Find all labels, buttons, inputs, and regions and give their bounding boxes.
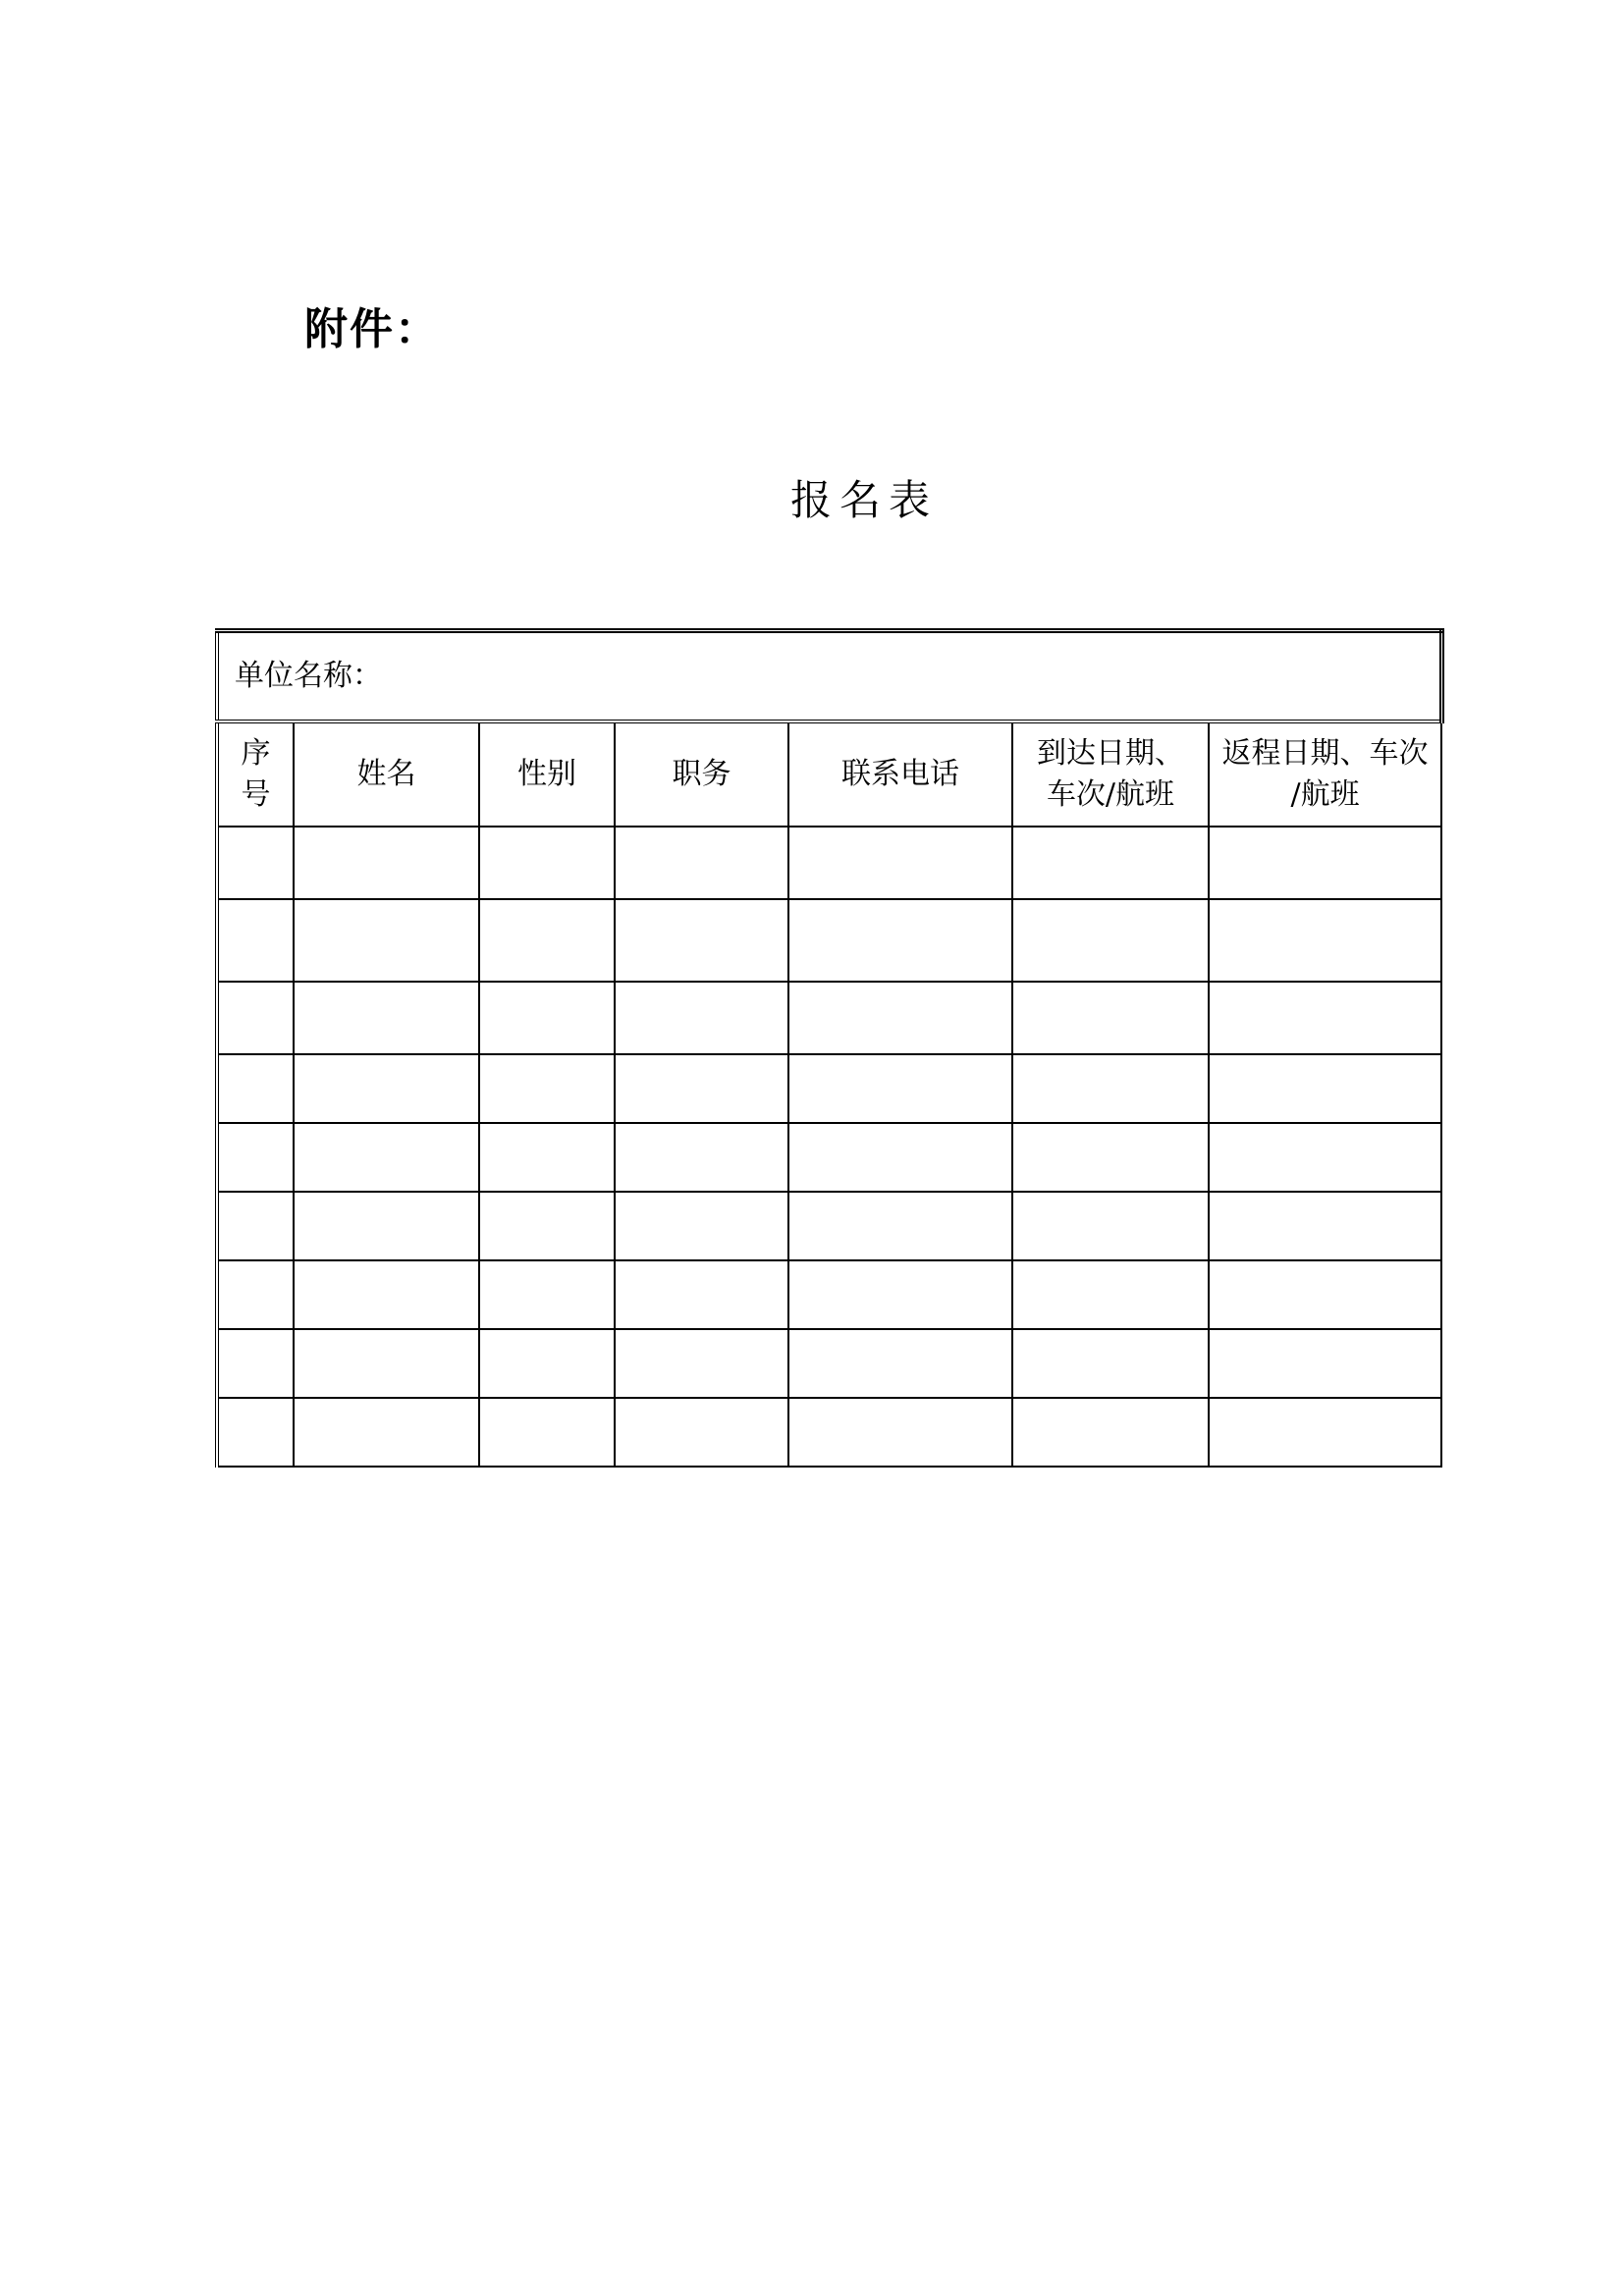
column-header-line: 号 [241, 777, 271, 812]
table-cell[interactable] [1012, 982, 1209, 1054]
table-header-row [217, 721, 1441, 827]
table-cell[interactable] [615, 1329, 788, 1398]
table-cell[interactable] [479, 1123, 615, 1192]
registration-table [215, 628, 1444, 1468]
table-cell[interactable] [479, 1192, 615, 1260]
table-cell[interactable] [479, 899, 615, 982]
table-cell[interactable] [1209, 1398, 1441, 1467]
table-cell[interactable] [294, 1329, 479, 1398]
table-row [217, 982, 1441, 1054]
table-cell[interactable] [294, 1192, 479, 1260]
table-row [217, 1054, 1441, 1123]
unit-name-label: 单位名称： [235, 659, 382, 693]
table-cell[interactable] [615, 1123, 788, 1192]
table-cell[interactable] [1209, 1192, 1441, 1260]
table-cell[interactable] [294, 1260, 479, 1329]
table-cell[interactable] [479, 1398, 615, 1467]
table-cell[interactable] [217, 982, 294, 1054]
column-header-line: 职务 [672, 757, 731, 791]
table-cell[interactable] [1012, 899, 1209, 982]
table-row [217, 1329, 1441, 1398]
table-cell[interactable] [615, 1054, 788, 1123]
table-cell[interactable] [615, 827, 788, 899]
table-cell[interactable] [1012, 1398, 1209, 1467]
table-cell[interactable] [1209, 1260, 1441, 1329]
table-cell[interactable] [294, 982, 479, 1054]
table-cell[interactable] [294, 899, 479, 982]
table-cell[interactable] [479, 1054, 615, 1123]
column-header-line: 车次/航班 [1046, 777, 1175, 812]
table-cell[interactable] [479, 982, 615, 1054]
attachment-label: 附件： [304, 304, 440, 354]
table-row [217, 827, 1441, 899]
table-cell[interactable] [788, 1398, 1012, 1467]
column-header-line: 性别 [517, 757, 576, 791]
page-title: 报名表 [789, 476, 938, 524]
table-cell[interactable] [294, 1398, 479, 1467]
table-cell[interactable] [788, 982, 1012, 1054]
table-cell[interactable] [1012, 1260, 1209, 1329]
table-cell[interactable] [217, 899, 294, 982]
table-cell[interactable] [217, 1398, 294, 1467]
table-cell[interactable] [294, 1054, 479, 1123]
table-cell[interactable] [1209, 1054, 1441, 1123]
table-cell[interactable] [1209, 1329, 1441, 1398]
column-header-name [294, 721, 479, 827]
table-cell[interactable] [217, 1054, 294, 1123]
table-cell[interactable] [1209, 827, 1441, 899]
column-header-seq [217, 721, 294, 827]
column-header-line: 返程日期、车次 [1221, 736, 1429, 771]
table-cell[interactable] [788, 1260, 1012, 1329]
unit-name-row [217, 631, 1441, 722]
table-cell[interactable] [217, 827, 294, 899]
table-cell[interactable] [217, 1123, 294, 1192]
table-cell[interactable] [479, 827, 615, 899]
table-cell[interactable] [479, 1260, 615, 1329]
table-cell[interactable] [615, 899, 788, 982]
table-cell[interactable] [294, 1123, 479, 1192]
table-cell[interactable] [788, 1123, 1012, 1192]
table-cell[interactable] [615, 1260, 788, 1329]
column-header-line: 到达日期、 [1037, 736, 1184, 771]
table-cell[interactable] [217, 1192, 294, 1260]
table-row [217, 1192, 1441, 1260]
table-cell[interactable] [788, 1192, 1012, 1260]
table-cell[interactable] [788, 899, 1012, 982]
table-cell[interactable] [615, 1192, 788, 1260]
table-cell[interactable] [788, 1054, 1012, 1123]
table-cell[interactable] [479, 1329, 615, 1398]
column-header-phone [788, 721, 1012, 827]
table-row [217, 1398, 1441, 1467]
table-cell[interactable] [1209, 982, 1441, 1054]
unit-name-field[interactable] [217, 631, 1441, 722]
table-cell[interactable] [1209, 1123, 1441, 1192]
column-header-line: 序 [241, 736, 271, 771]
column-header-line: 联系电话 [841, 757, 959, 791]
table-cell[interactable] [1012, 1123, 1209, 1192]
table-cell[interactable] [1012, 1192, 1209, 1260]
table-cell[interactable] [615, 982, 788, 1054]
table-cell[interactable] [788, 827, 1012, 899]
column-header-line: /航班 [1290, 777, 1360, 812]
table-cell[interactable] [1012, 1329, 1209, 1398]
table-cell[interactable] [217, 1329, 294, 1398]
table-cell[interactable] [294, 827, 479, 899]
column-header-gender [479, 721, 615, 827]
column-header-line: 姓名 [356, 757, 416, 791]
table-row [217, 899, 1441, 982]
table-cell[interactable] [1012, 827, 1209, 899]
column-header-return [1209, 721, 1441, 827]
column-header-position [615, 721, 788, 827]
table-cell[interactable] [788, 1329, 1012, 1398]
table-cell[interactable] [1209, 899, 1441, 982]
table-cell[interactable] [615, 1398, 788, 1467]
table-row [217, 1260, 1441, 1329]
table-cell[interactable] [1012, 1054, 1209, 1123]
column-header-arrival [1012, 721, 1209, 827]
table-row [217, 1123, 1441, 1192]
table-cell[interactable] [217, 1260, 294, 1329]
